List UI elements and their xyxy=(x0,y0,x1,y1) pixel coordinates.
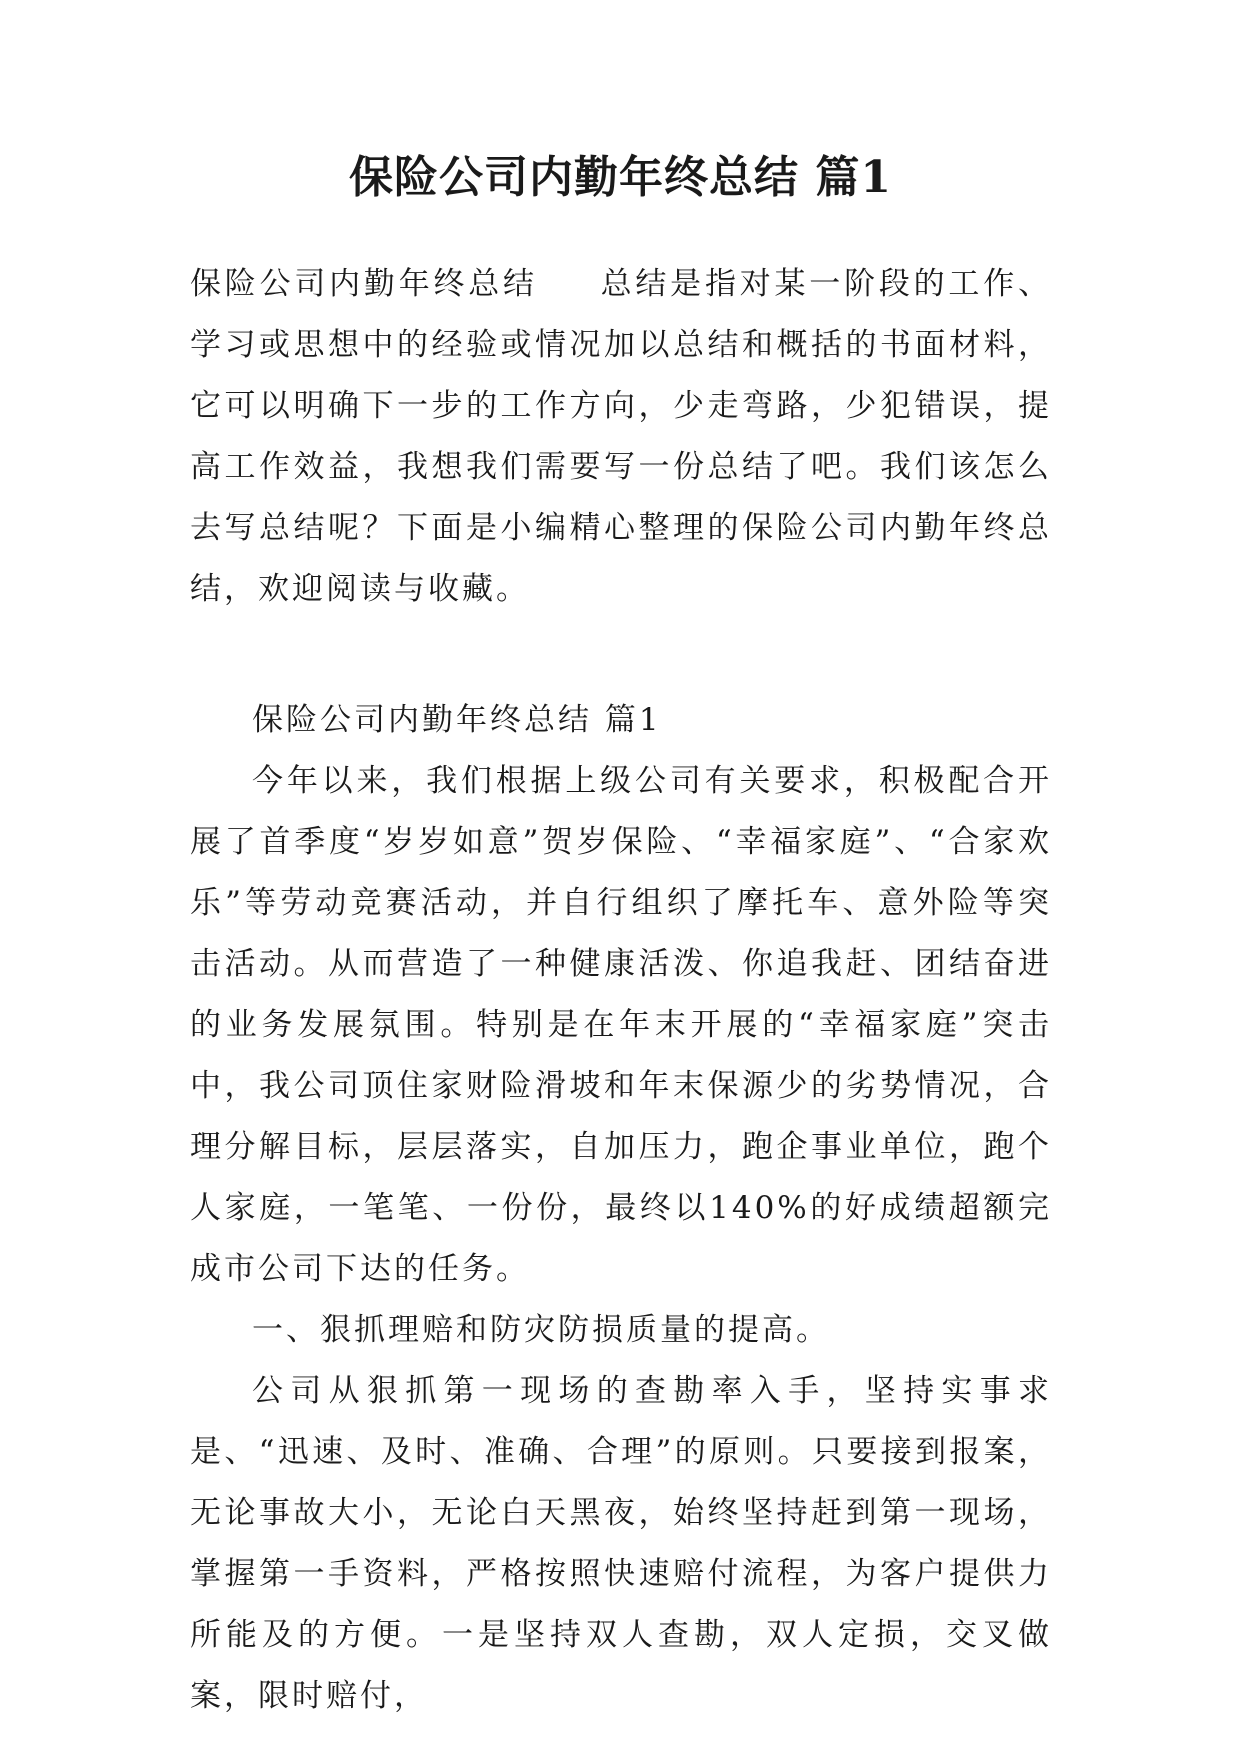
section-body xyxy=(190,690,1052,1727)
body-paragraph: 今年以来，我们根据上级公司有关要求，积极配合开展了首季度“岁岁如意”贺岁保险、“幸福家庭”、“合家欢乐”等劳动竞赛活动，并自行组织了摩托车、意外险等突击活动。从而营造了一种健康活泼、你追我赶、团结奋进的业务发展氛围。特别是在年末开展的“幸福家庭”突击中，我公司顶住家财险滑坡和年末保源少的劣势情况，合理分解目标，层层落实，自加压力，跑企事业单位，跑个人家庭，一笔笔、一份份，最终以140%的好成绩超额完成市公司下达的任务。 xyxy=(190,763,1052,1287)
document-title: 保险公司内勤年终总结 篇1 xyxy=(349,152,892,203)
intro-text: 总结是指对某一阶段的工作、学习或思想中的经验或情况加以总结和概括的书面材料，它可以明确下一步的工作方向，少走弯路，少犯错误，提高工作效益，我想我们需要写一份总结了吧。我们该怎么去写总结呢？下面是小编精心整理的保险公司内勤年终总结，欢迎阅读与收藏。 xyxy=(190,266,1053,607)
body-paragraph: 公司从狠抓第一现场的查勘率入手，坚持实事求是、“迅速、及时、准确、合理”的原则。只要接到报案，无论事故大小，无论白天黑夜，始终坚持赶到第一现场，掌握第一手资料，严格按照快速赔付流程，为客户提供力所能及的方便。一是坚持双人查勘，双人定损，交叉做案，限时赔付， xyxy=(190,1373,1052,1714)
section-heading: 保险公司内勤年终总结 篇1 xyxy=(252,702,662,738)
intro-lead: 保险公司内勤年终总结 xyxy=(190,266,538,302)
subsection-heading: 一、狠抓理赔和防灾防损质量的提高。 xyxy=(252,1312,830,1348)
intro-paragraph xyxy=(190,254,1052,620)
